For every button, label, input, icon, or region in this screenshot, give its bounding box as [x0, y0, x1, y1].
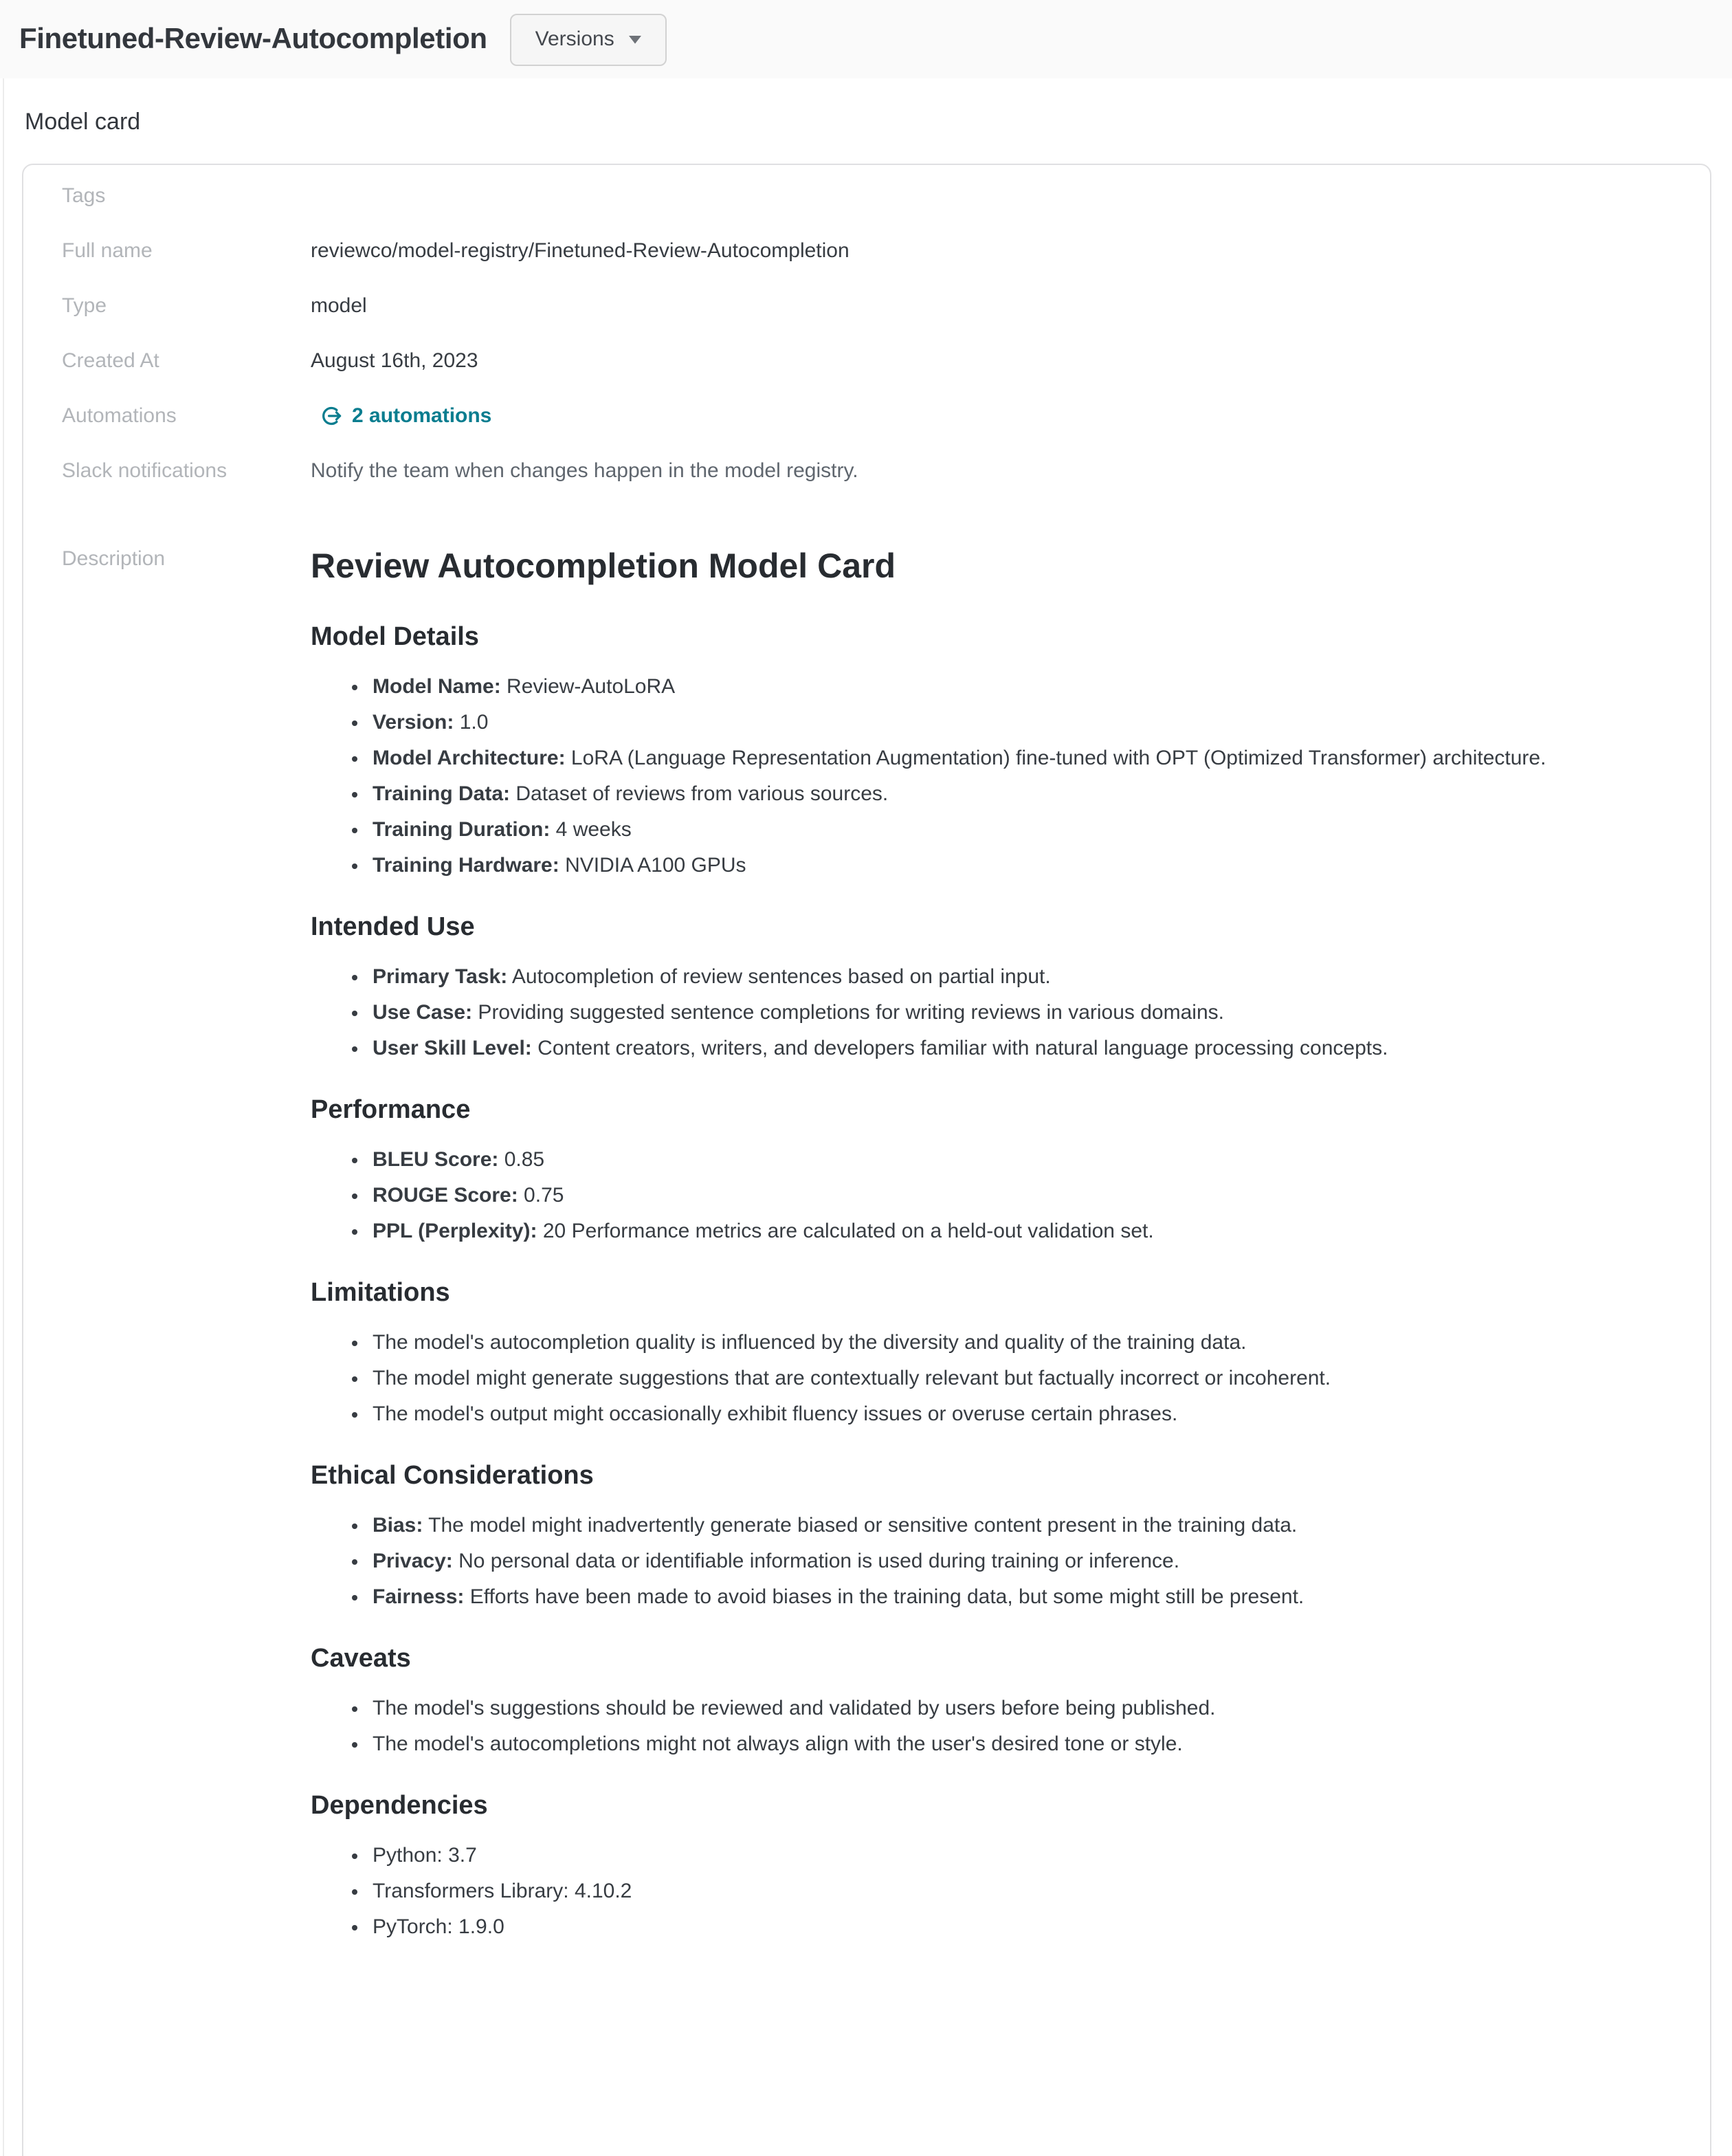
list-item: [373, 1729, 1647, 1758]
list-item-term: PPL (Perplexity):: [373, 1219, 537, 1242]
section-list: [311, 962, 1647, 1062]
list-item: [373, 815, 1647, 844]
section-list: [311, 1840, 1647, 1941]
description-row: [62, 531, 1647, 1965]
automations-link[interactable]: [311, 401, 491, 430]
list-item: [373, 1033, 1647, 1062]
section-list: [311, 672, 1647, 879]
list-item-text: The model might generate suggestions that are contextually relevant but factually incorrect or incoherent.: [373, 1366, 1331, 1389]
section-heading: Model Details: [311, 622, 479, 651]
list-item-term: Fairness:: [373, 1585, 465, 1608]
list-item: [373, 779, 1647, 808]
list-item-term: Primary Task:: [373, 965, 508, 988]
list-item-text: LoRA (Language Representation Augmentation) fine-tuned with OPT (Optimized Transformer) architecture.: [565, 746, 1546, 769]
list-item-text: PyTorch: 1.9.0: [373, 1915, 504, 1938]
list-item: [373, 850, 1647, 879]
list-item: [373, 1180, 1647, 1209]
section-heading: Intended Use: [311, 912, 475, 941]
section-heading: Ethical Considerations: [311, 1461, 594, 1490]
model-card-section-title: Model card: [25, 109, 141, 135]
list-item-term: Model Architecture:: [373, 746, 566, 769]
list-item-text: Review-AutoLoRA: [500, 674, 676, 698]
list-item-text: The model's autocompletions might not always align with the user's desired tone or style.: [373, 1732, 1183, 1755]
list-item-text: NVIDIA A100 GPUs: [559, 853, 746, 877]
list-item-term: Use Case:: [373, 1000, 473, 1024]
section-list: [311, 1328, 1647, 1428]
list-item: [373, 743, 1647, 772]
section-heading: Performance: [311, 1095, 471, 1124]
list-item-text: Autocompletion of review sentences based on partial input.: [507, 965, 1051, 988]
metadata-value: Notify the team when changes happen in the model registry.: [311, 459, 858, 482]
list-item-text: Efforts have been made to avoid biases in the training data, but some might still be present.: [464, 1585, 1304, 1608]
description-markdown: [311, 544, 1647, 1952]
section-list: [311, 1145, 1647, 1245]
section-heading: Caveats: [311, 1644, 411, 1673]
list-item: [373, 672, 1647, 701]
list-item: [373, 1912, 1647, 1941]
metadata-label: Automations: [62, 404, 177, 427]
list-item-term: Privacy:: [373, 1549, 453, 1572]
list-item: [373, 962, 1647, 991]
description-label: Description: [62, 547, 166, 570]
automation-icon: [322, 405, 342, 426]
list-item-term: ROUGE Score:: [373, 1183, 518, 1207]
metadata-row: [62, 168, 1647, 223]
list-item-text: The model might inadvertently generate biased or sensitive content present in the training data.: [423, 1513, 1298, 1537]
list-item-term: BLEU Score:: [373, 1147, 499, 1171]
metadata-rows: [62, 168, 1647, 498]
section-heading: Dependencies: [311, 1791, 488, 1820]
section-heading: Limitations: [311, 1278, 450, 1307]
chevron-down-icon: [628, 35, 642, 43]
list-item-term: Training Hardware:: [373, 853, 559, 877]
versions-button[interactable]: [511, 13, 667, 65]
metadata-label: Full name: [62, 239, 153, 262]
list-item: [373, 1546, 1647, 1575]
list-item-term: Version:: [373, 710, 454, 734]
list-item-text: The model's suggestions should be reviewed and validated by users before being published.: [373, 1696, 1216, 1719]
list-item: [373, 998, 1647, 1026]
metadata-row: [62, 443, 1647, 498]
list-item-text: No personal data or identifiable information is used during training or inference.: [452, 1549, 1180, 1572]
list-item: [373, 1510, 1647, 1539]
metadata-label: Tags: [62, 184, 106, 207]
list-item: [373, 1145, 1647, 1174]
metadata-row: [62, 223, 1647, 278]
metadata-label: Slack notifications: [62, 459, 227, 482]
metadata-row: [62, 278, 1647, 333]
list-item-text: 20 Performance metrics are calculated on a held-out validation set.: [537, 1219, 1154, 1242]
list-item-term: Training Data:: [373, 782, 511, 805]
list-item: [373, 1363, 1647, 1392]
list-item: [373, 1582, 1647, 1611]
list-item: [373, 1216, 1647, 1245]
list-item-text: Content creators, writers, and developers familiar with natural language processing concepts.: [531, 1036, 1388, 1059]
metadata-label: Type: [62, 294, 107, 317]
list-item: [373, 1328, 1647, 1356]
description-title: Review Autocompletion Model Card: [311, 547, 896, 585]
page-header: [0, 0, 1732, 78]
metadata-label: Created At: [62, 349, 159, 372]
section-list: [311, 1510, 1647, 1611]
metadata-row: [62, 388, 1647, 443]
list-item-term: Training Duration:: [373, 817, 551, 841]
list-item-text: 0.85: [498, 1147, 545, 1171]
list-item-term: Bias:: [373, 1513, 423, 1537]
page-title: Finetuned-Review-Autocompletion: [19, 23, 487, 54]
metadata-row: [62, 333, 1647, 388]
list-item: [373, 1876, 1647, 1905]
metadata-value: reviewco/model-registry/Finetuned-Review-Autocompletion: [311, 239, 850, 262]
metadata-value: August 16th, 2023: [311, 349, 478, 372]
list-item: [373, 1693, 1647, 1722]
versions-button-label: Versions: [535, 28, 614, 51]
left-divider: [3, 78, 4, 2156]
list-item-term: Model Name:: [373, 674, 501, 698]
list-item: [373, 1840, 1647, 1869]
section-list: [311, 1693, 1647, 1758]
list-item: [373, 1399, 1647, 1428]
automations-link-label: 2 automations: [352, 404, 492, 427]
list-item-text: The model's autocompletion quality is influenced by the diversity and quality of the training data.: [373, 1330, 1247, 1354]
list-item-text: 1.0: [454, 710, 489, 734]
model-card: [22, 164, 1711, 2156]
list-item: [373, 707, 1647, 736]
list-item-text: 0.75: [518, 1183, 564, 1207]
list-item-text: Dataset of reviews from various sources.: [510, 782, 889, 805]
list-item-text: 4 weeks: [550, 817, 632, 841]
list-item-term: User Skill Level:: [373, 1036, 532, 1059]
list-item-text: Python: 3.7: [373, 1843, 477, 1867]
list-item-text: Transformers Library: 4.10.2: [373, 1879, 632, 1902]
list-item-text: Providing suggested sentence completions for writing reviews in various domains.: [472, 1000, 1224, 1024]
list-item-text: The model's output might occasionally exhibit fluency issues or overuse certain phrases.: [373, 1402, 1178, 1425]
metadata-value: model: [311, 294, 367, 317]
